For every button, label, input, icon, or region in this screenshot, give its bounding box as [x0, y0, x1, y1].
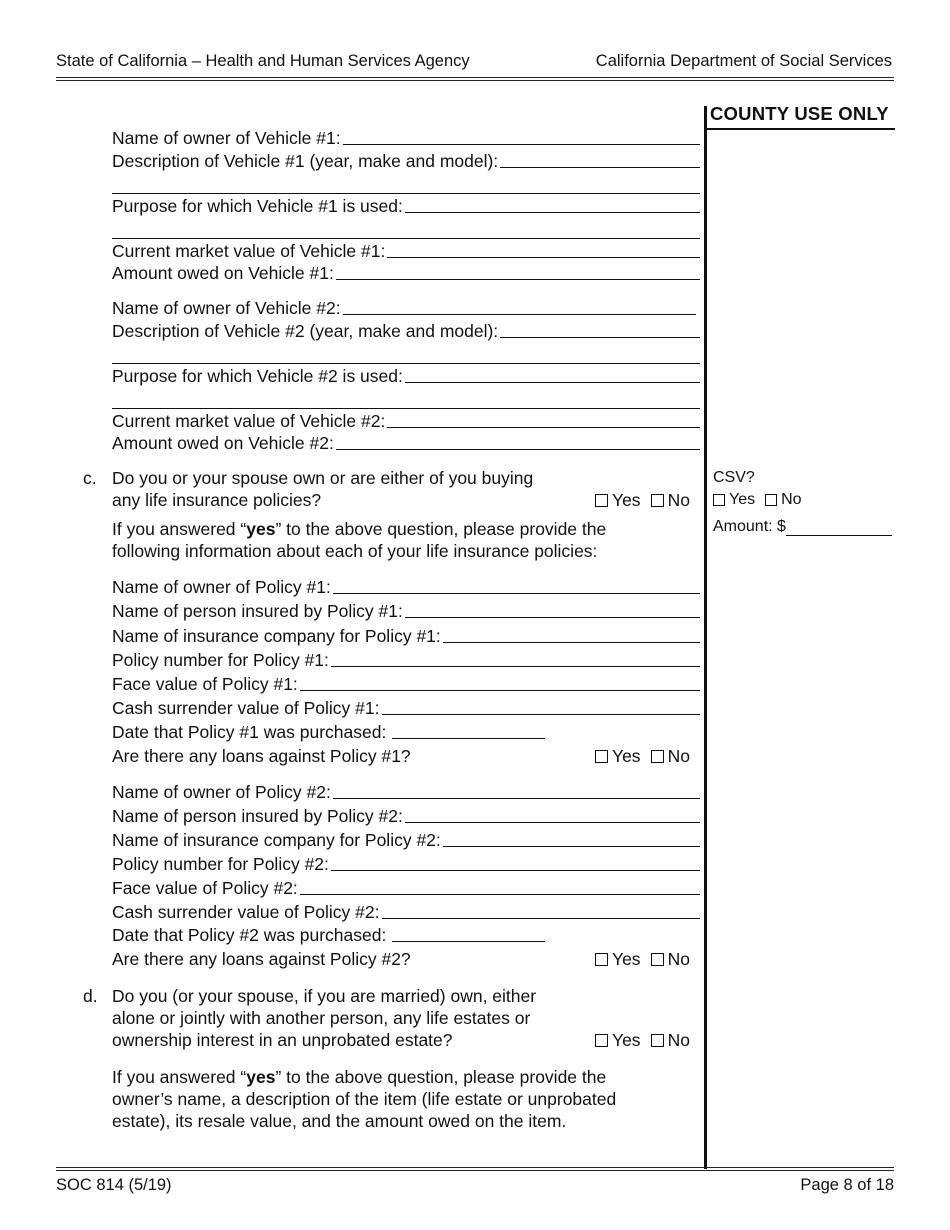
- question-c-followup: If you answered “yes” to the above question, please provide the: [112, 519, 607, 539]
- county-csv-label: CSV?: [713, 469, 755, 486]
- header-rule: [56, 77, 894, 78]
- policy2-insured-field[interactable]: Name of person insured by Policy #2:: [112, 805, 700, 827]
- policy1-number-field[interactable]: Policy number for Policy #1:: [112, 649, 700, 671]
- vehicle1-purpose-field[interactable]: Purpose for which Vehicle #1 is used:: [112, 195, 700, 217]
- header-rule-2: [56, 80, 894, 81]
- question-d-no-checkbox[interactable]: No: [651, 1030, 690, 1051]
- question-d-followup: If you answered “yes” to the above question, please provide the: [112, 1067, 607, 1087]
- question-c-yes-checkbox[interactable]: Yes: [595, 490, 641, 511]
- vehicle2-amount-owed-field[interactable]: Amount owed on Vehicle #2:: [112, 432, 700, 454]
- question-c-marker: c.: [83, 468, 97, 488]
- vehicle1-amount-owed-field[interactable]: Amount owed on Vehicle #1:: [112, 262, 700, 284]
- question-d-line2: alone or jointly with another person, any life estates or: [112, 1008, 531, 1028]
- policy2-face-value-field[interactable]: Face value of Policy #2:: [112, 877, 700, 899]
- vehicle1-description-field[interactable]: Description of Vehicle #1 (year, make and model):: [112, 150, 700, 172]
- policy2-loans-no-checkbox[interactable]: No: [651, 949, 690, 970]
- policy1-company-field[interactable]: Name of insurance company for Policy #1:: [112, 625, 700, 647]
- policy1-loans-no-checkbox[interactable]: No: [651, 746, 690, 767]
- county-csv-yes-no: [713, 491, 802, 509]
- page-number: Page 8 of 18: [800, 1176, 894, 1194]
- policy2-number-field[interactable]: Policy number for Policy #2:: [112, 853, 700, 875]
- policy1-cash-surrender-field[interactable]: Cash surrender value of Policy #1:: [112, 697, 700, 719]
- policy2-company-field[interactable]: Name of insurance company for Policy #2:: [112, 829, 700, 851]
- question-d-marker: d.: [83, 986, 98, 1006]
- vehicle2-description-field[interactable]: Description of Vehicle #2 (year, make and model):: [112, 320, 700, 342]
- vehicle2-market-value-field[interactable]: Current market value of Vehicle #2:: [112, 410, 700, 432]
- question-d-line1: Do you (or your spouse, if you are married) own, either: [112, 986, 537, 1006]
- question-c-followup-line2: following information about each of your life insurance policies:: [112, 541, 598, 561]
- header-agency: State of California – Health and Human Services Agency: [56, 52, 470, 70]
- policy1-loans-yes-no: [595, 745, 690, 767]
- policy1-face-value-field[interactable]: Face value of Policy #1:: [112, 673, 700, 695]
- vehicle2-owner-field[interactable]: Name of owner of Vehicle #2:: [112, 297, 696, 319]
- footer-rule: [56, 1167, 894, 1168]
- question-c-no-checkbox[interactable]: No: [651, 490, 690, 511]
- policy1-loans-question: Are there any loans against Policy #1?: [112, 746, 411, 766]
- question-d-yes-no: [595, 1029, 690, 1051]
- policy2-owner-field[interactable]: Name of owner of Policy #2:: [112, 781, 700, 803]
- form-number: SOC 814 (5/19): [56, 1176, 172, 1194]
- footer-rule-2: [56, 1170, 894, 1171]
- policy1-owner-field[interactable]: Name of owner of Policy #1:: [112, 576, 700, 598]
- county-column-divider: [704, 106, 707, 1169]
- policy2-date-field[interactable]: Date that Policy #2 was purchased:: [112, 924, 545, 946]
- county-heading-rule: [706, 128, 895, 130]
- policy1-insured-field[interactable]: Name of person insured by Policy #1:: [112, 600, 700, 622]
- question-d-line3: ownership interest in an unprobated estate?: [112, 1030, 453, 1050]
- question-c-line2: any life insurance policies?: [112, 490, 322, 510]
- policy2-loans-yes-checkbox[interactable]: Yes: [595, 949, 641, 970]
- county-csv-no-checkbox[interactable]: No: [765, 491, 801, 509]
- county-csv-yes-checkbox[interactable]: Yes: [713, 491, 755, 509]
- vehicle1-owner-field[interactable]: Name of owner of Vehicle #1:: [112, 127, 700, 149]
- policy2-cash-surrender-field[interactable]: Cash surrender value of Policy #2:: [112, 901, 700, 923]
- question-c-line1: Do you or your spouse own or are either of you buying: [112, 468, 534, 488]
- question-d-followup-line3: estate), its resale value, and the amount owed on the item.: [112, 1111, 567, 1131]
- vehicle2-purpose-field[interactable]: Purpose for which Vehicle #2 is used:: [112, 365, 700, 387]
- header-department: California Department of Social Services: [595, 52, 892, 70]
- policy2-loans-question: Are there any loans against Policy #2?: [112, 949, 411, 969]
- question-d-yes-checkbox[interactable]: Yes: [595, 1030, 641, 1051]
- question-c-yes-no: [595, 489, 690, 511]
- county-use-only-heading: COUNTY USE ONLY: [710, 103, 889, 124]
- policy2-loans-yes-no: [595, 948, 690, 970]
- county-amount-field[interactable]: Amount: $: [713, 518, 892, 536]
- vehicle1-market-value-field[interactable]: Current market value of Vehicle #1:: [112, 240, 700, 262]
- policy1-loans-yes-checkbox[interactable]: Yes: [595, 746, 641, 767]
- policy1-date-field[interactable]: Date that Policy #1 was purchased:: [112, 721, 545, 743]
- question-d-followup-line2: owner’s name, a description of the item (life estate or unprobated: [112, 1089, 617, 1109]
